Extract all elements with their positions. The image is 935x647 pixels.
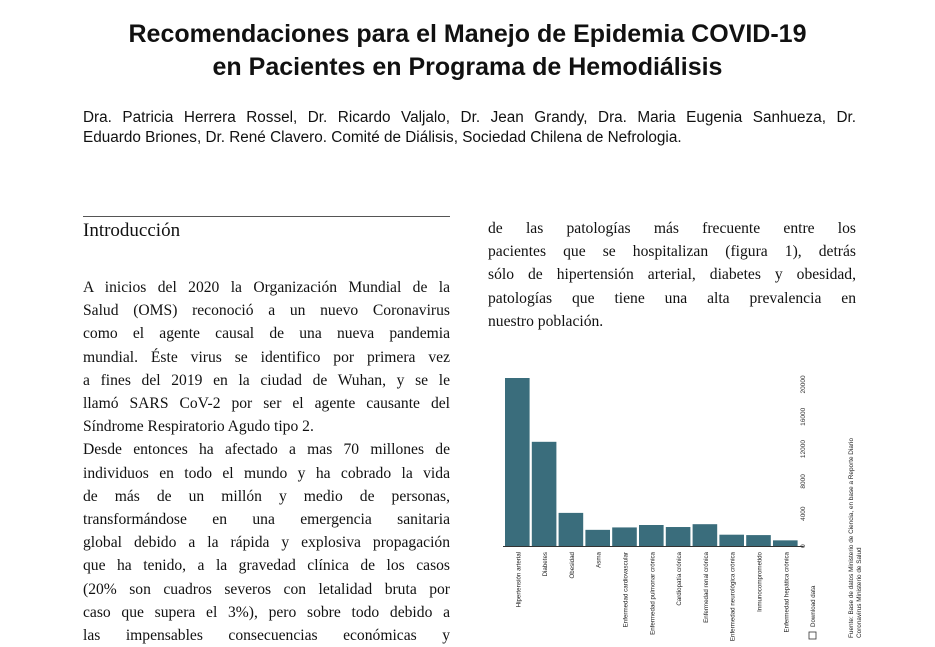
- download-data-label: Download data: [810, 585, 817, 627]
- bar: [719, 535, 744, 546]
- body-line: global debido a la rápida y explosiva propagación: [83, 534, 450, 552]
- bar: [505, 378, 530, 546]
- left-column: [83, 276, 450, 647]
- value-tick-label: 16000: [800, 407, 807, 426]
- body-line: como el agente causal de una nueva pandemia: [83, 325, 450, 343]
- source-note-line: Fuente: Base de datos Ministerio de Ciencia, en base a Reporte Diario: [848, 438, 855, 638]
- bar: [666, 527, 691, 546]
- category-label: Enfermedad cardiovascular: [622, 552, 630, 628]
- body-line: que ha tenido, a la gravedad clínica de los casos: [83, 557, 450, 575]
- title-line-1: Recomendaciones para el Manejo de Epidemia COVID-19: [128, 20, 807, 48]
- body-line: (20% son cuadros severos con letalidad bruta por: [83, 580, 450, 598]
- bar: [639, 525, 664, 546]
- bar: [693, 524, 718, 546]
- category-label: Inmunocomprometido: [756, 552, 764, 612]
- body-line: A inicios del 2020 la Organización Mundial de la: [83, 279, 450, 296]
- body-line: patologías que tiene una alta prevalencia en: [488, 289, 856, 307]
- right-column: [488, 217, 856, 333]
- source-note-line: Coronavirus Ministerio de Salud: [856, 547, 863, 638]
- authors-line-2: Eduardo Briones, Dr. René Clavero. Comité de Diálisis, Sociedad Chilena de Nefrologia.: [83, 129, 682, 146]
- document-title: [0, 18, 935, 84]
- bar: [612, 527, 637, 546]
- value-tick-label: 12000: [800, 440, 807, 459]
- category-label: Hipertensión arterial: [515, 552, 523, 608]
- category-label: Enfermedad hepática crónica: [783, 552, 791, 633]
- body-line: caso que supera el 3%), pero sobre todo debido a: [83, 603, 450, 621]
- body-line: individuos en todo el mundo y ha cobrado la vida: [83, 464, 450, 482]
- value-tick-label: 0: [800, 544, 807, 548]
- body-line: mundial. Éste virus se identifico por primera vez: [83, 348, 450, 366]
- download-icon: [809, 632, 816, 639]
- section-rule: [83, 216, 450, 217]
- body-line: de las patologías más frecuente entre los: [488, 220, 856, 237]
- section-heading: Introducción: [83, 220, 181, 241]
- authors-line-1: Dra. Patricia Herrera Rossel, Dr. Ricardo Valjalo, Dr. Jean Grandy, Dra. Maria Eugenia Sanhueza, Dr.: [83, 109, 856, 126]
- bar: [773, 540, 798, 546]
- body-line: llamó SARS CoV-2 por ser el agente causante del: [83, 395, 450, 413]
- category-label: Diabetes: [542, 552, 550, 577]
- bar-chart: [485, 370, 865, 645]
- authors: [83, 108, 856, 148]
- category-label: Enfermedad neurológica crónica: [729, 552, 737, 642]
- figure-1-chart: [485, 370, 865, 645]
- body-line: a fines del 2019 en la ciudad de Wuhan, y se le: [83, 371, 450, 389]
- bar: [585, 530, 610, 546]
- body-line: nuestro población.: [488, 312, 604, 330]
- body-line: de más de un millón y medio de personas,: [83, 487, 450, 505]
- body-line: pacientes que se hospitalizan (figura 1), detrás: [488, 243, 856, 261]
- bar: [746, 535, 771, 546]
- category-label: Asma: [595, 552, 603, 568]
- category-label: Enfermedad renal crónica: [702, 552, 710, 623]
- category-label: Cardiopatía crónica: [676, 552, 684, 606]
- bar: [532, 442, 557, 546]
- value-tick-label: 20000: [800, 375, 807, 394]
- title-line-2: en Pacientes en Programa de Hemodiálisis: [212, 53, 723, 81]
- body-line: las impensables consecuencias económicas y: [83, 627, 450, 645]
- value-tick-label: 4000: [800, 506, 807, 521]
- value-tick-label: 8000: [800, 474, 807, 489]
- category-label: Enfermedad pulmonar crónica: [649, 552, 657, 635]
- body-line: Salud (OMS) reconoció a un nuevo Coronavirus: [83, 302, 450, 320]
- body-line: sólo de hipertensión arterial, diabetes y obesidad,: [488, 266, 856, 284]
- body-line: Síndrome Respiratorio Agudo tipo 2.: [83, 418, 314, 436]
- bar: [559, 513, 584, 546]
- category-label: Obesidad: [568, 552, 576, 579]
- body-line: transformándose en una emergencia sanitaria: [83, 511, 450, 529]
- body-line: Desde entonces ha afectado a mas 70 millones de: [83, 441, 450, 459]
